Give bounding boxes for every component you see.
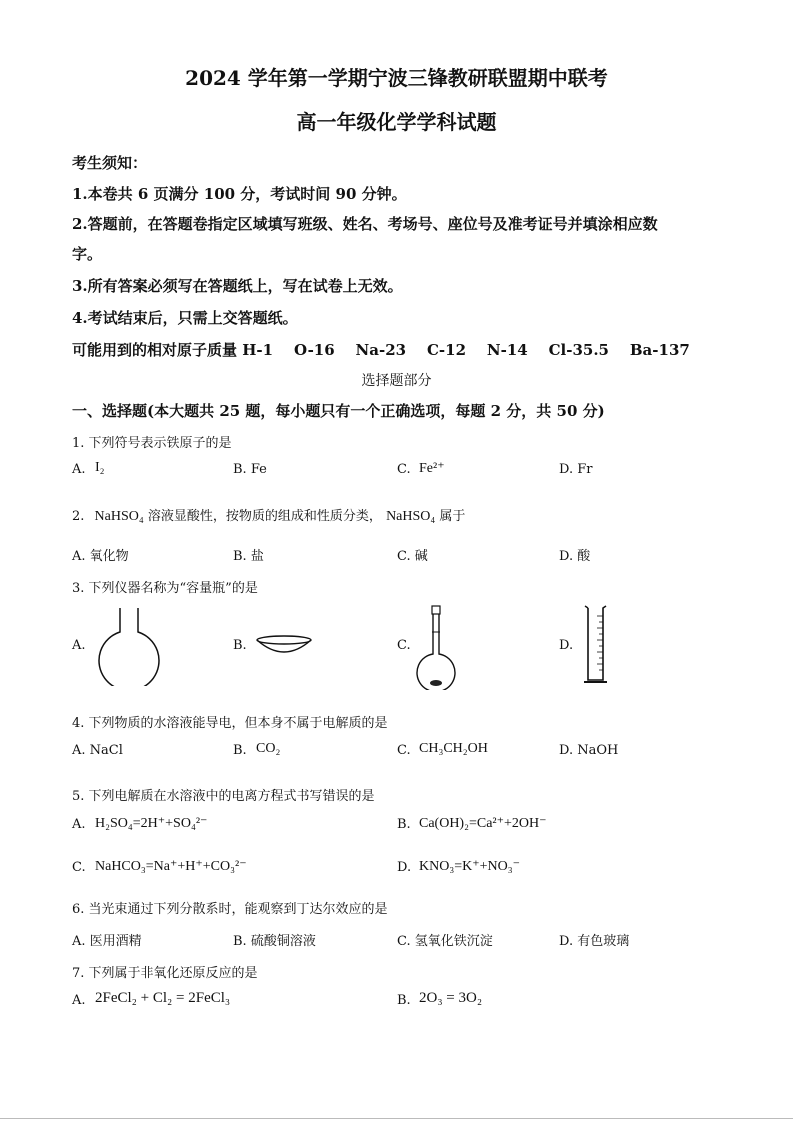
question-6-stem: 6. 当光束通过下列分散系时，能观察到丁达尔效应的是 [72,902,388,917]
question-7-stem: 7. 下列属于非氧化还原反应的是 [72,966,258,981]
q6-option-b: B. 硫酸铜溶液 [233,934,316,949]
q6-option-d: D. 有色玻璃 [559,934,630,949]
notice-item-1: 1.本卷共 6 页满分 100 分，考试时间 90 分钟。 [72,185,407,203]
q2-formula: NaHSO₄ [94,509,144,524]
q5-option-d-formula: KNO₃=K⁺+NO₃⁻ [419,859,520,874]
notice-item-3: 3.所有答案必须写在答题纸上，写在试卷上无效。 [72,277,403,295]
q1-option-a-label: A. [72,462,86,477]
q7-option-a-label: A. [72,993,86,1008]
q3-option-d-label: D. [559,638,574,653]
q7-option-b-formula: 2O₃ = 3O₂ [419,990,483,1006]
notice-item-2-cont: 字。 [72,245,103,263]
volumetric-flask-icon [413,604,463,690]
q3-option-b-label: B. [233,638,247,653]
q5-option-d-label: D. [397,860,412,875]
q1-option-c-label: C. [397,462,411,477]
q2-number: 2. [72,509,85,524]
q5-option-a-label: A. [72,817,86,832]
q1-option-c-formula: Fe²⁺ [419,461,445,476]
q6-option-c: C. 氢氧化铁沉淀 [397,934,493,949]
part-title: 选择题部分 [361,373,432,389]
q2-option-b: B. 盐 [233,549,264,564]
q6-option-a: A. 医用酒精 [72,934,142,949]
q1-option-d: D. Fr [559,462,593,477]
q5-option-c-label: C. [72,860,86,875]
exam-subtitle: 高一年级化学学科试题 [296,110,497,134]
section-heading: 一、选择题(本大题共 25 题，每小题只有一个正确选项，每题 2 分，共 50 分) [72,402,605,420]
q5-option-a-formula: H₂SO₄=2H⁺+SO₄²⁻ [95,816,208,831]
question-4-stem: 4. 下列物质的水溶液能导电，但本身不属于电解质的是 [72,716,388,731]
question-3-stem: 3. 下列仪器名称为“容量瓶”的是 [72,581,258,596]
q3-option-c-label: C. [397,638,411,653]
round-bottom-flask-icon [94,606,164,686]
q2-stem-suffix: 属于 [439,509,466,524]
atomic-masses: 可能用到的相对原子质量 H-1 O-16 Na-23 C-12 N-14 Cl-35.5 Ba-137 [72,341,690,359]
question-2-stem [72,505,465,525]
q5-option-b-label: B. [397,817,411,832]
q2-formula-2: NaHSO₄ [386,509,436,524]
q4-option-c-label: C. [397,743,411,758]
q4-option-b-label: B. [233,743,247,758]
notice-item-2: 2.答题前，在答题卷指定区域填写班级、姓名、考场号、座位号及准考证号并填涂相应数 [72,215,658,233]
q4-option-d: D. NaOH [559,743,619,758]
question-5-stem: 5. 下列电解质在水溶液中的电离方程式书写错误的是 [72,789,375,804]
evaporating-dish-icon [255,632,313,662]
q1-option-a-formula: I₂ [95,460,105,475]
q2-stem-mid: 溶液显酸性，按物质的组成和性质分类， [147,509,382,524]
q5-option-c-formula: NaHCO₃=Na⁺+H⁺+CO₃²⁻ [95,859,247,874]
page-bottom-divider [0,1118,793,1119]
question-1-stem: 1. 下列符号表示铁原子的是 [72,436,232,451]
exam-title: 2024 学年第一学期宁波三锋教研联盟期中联考 [185,66,608,90]
q1-option-b: B. Fe [233,462,267,477]
q4-option-b-formula: CO₂ [256,741,281,756]
notice-heading: 考生须知： [72,154,148,172]
q4-option-c-formula: CH₃CH₂OH [419,741,488,756]
q7-option-b-label: B. [397,993,411,1008]
notice-item-4: 4.考试结束后，只需上交答题纸。 [72,309,298,327]
q3-option-a-label: A. [72,638,86,653]
q2-option-d: D. 酸 [559,549,591,564]
q5-option-b-formula: Ca(OH)₂=Ca²⁺+2OH⁻ [419,816,547,831]
q2-option-a: A. 氧化物 [72,549,129,564]
graduated-cylinder-icon [582,604,612,686]
q2-option-c: C. 碱 [397,549,428,564]
q7-option-a-formula: 2FeCl₂ + Cl₂ = 2FeCl₃ [95,990,231,1006]
q4-option-a: A. NaCl [72,743,123,758]
